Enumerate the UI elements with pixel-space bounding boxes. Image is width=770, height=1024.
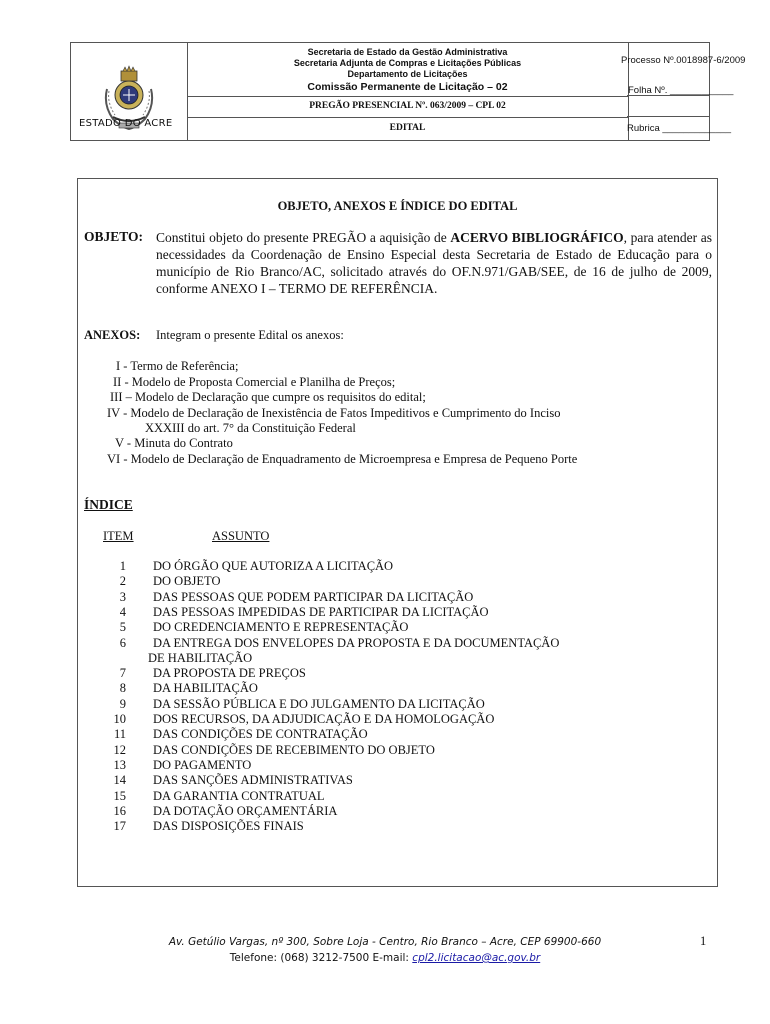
index-item-title: DO CREDENCIAMENTO E REPRESENTAÇÃO bbox=[153, 620, 409, 635]
header-divider bbox=[627, 95, 709, 96]
org-line-1: Secretaria de Estado da Gestão Administrativa bbox=[307, 47, 508, 57]
column-header-assunto: ASSUNTO bbox=[212, 529, 270, 543]
header-middle bbox=[187, 43, 629, 140]
index-item-title: DAS DISPOSIÇÕES FINAIS bbox=[153, 819, 304, 834]
index-item-title: DA DOTAÇÃO ORÇAMENTÁRIA bbox=[153, 803, 338, 818]
section-title: OBJETO, ANEXOS E ÍNDICE DO EDITAL bbox=[277, 199, 518, 213]
state-label: ESTADO DO ACRE bbox=[79, 118, 173, 129]
header-right bbox=[621, 43, 746, 140]
objeto-label: OBJETO: bbox=[84, 229, 144, 244]
index-item-title: DO OBJETO bbox=[153, 574, 221, 589]
page-number: 1 bbox=[700, 934, 707, 948]
index-item-number: 5 bbox=[119, 620, 126, 635]
annex-item: III – Modelo de Declaração que cumpre os requisitos do edital; bbox=[110, 390, 426, 404]
anexos-label: ANEXOS: bbox=[84, 328, 141, 342]
rubrica-field: Rubrica _____________ bbox=[627, 123, 732, 134]
index-item-title: DA SESSÃO PÚBLICA E DO JULGAMENTO DA LICITAÇÃO bbox=[153, 696, 485, 711]
content-box bbox=[77, 178, 718, 887]
pregao-line: PREGÃO PRESENCIAL Nº. 063/2009 – CPL 02 bbox=[309, 101, 506, 111]
index-item-title: DA ENTREGA DOS ENVELOPES DA PROPOSTA E DA DOCUMENTAÇÃO bbox=[153, 635, 560, 650]
annex-item-cont: XXXIII do art. 7° da Constituição Federal bbox=[145, 421, 356, 435]
annex-item: V - Minuta do Contrato bbox=[115, 436, 233, 450]
annex-item: I - Termo de Referência; bbox=[116, 359, 239, 373]
header-divider bbox=[627, 116, 709, 117]
index-item-number: 12 bbox=[113, 742, 126, 757]
index-item-title: DO ÓRGÃO QUE AUTORIZA A LICITAÇÃO bbox=[153, 559, 394, 573]
indice-title: ÍNDICE bbox=[84, 497, 133, 512]
footer-address: Av. Getúlio Vargas, nº 300, Sobre Loja - Centro, Rio Branco – Acre, CEP 69900-660 bbox=[168, 936, 602, 948]
footer-contact bbox=[0, 952, 770, 964]
index-item-number: 2 bbox=[119, 574, 126, 589]
logo-cell bbox=[71, 43, 188, 140]
header-divider bbox=[187, 96, 628, 97]
annex-item: IV - Modelo de Declaração de Inexistência de Fatos Impeditivos e Cumprimento do Inciso bbox=[107, 406, 561, 420]
index-item-number: 7 bbox=[119, 666, 126, 681]
index-item-number: 8 bbox=[119, 681, 126, 696]
index-item-number: 10 bbox=[113, 712, 126, 726]
index-item-title: DAS PESSOAS QUE PODEM PARTICIPAR DA LICITAÇÃO bbox=[153, 589, 474, 604]
org-line-3: Departamento de Licitações bbox=[347, 69, 468, 79]
index-item-title: DO PAGAMENTO bbox=[153, 757, 252, 772]
objeto-text-post: , para atender as necessidades da Coordenação de Ensino Especial desta Secretaria de Estado de Educação para o município de Rio Branco/AC, solicitado através do OF.N.971/GAB/SEE, de 16 de julho de 2009, conforme ANEXO I – TERMO DE REFERÊNCIA. bbox=[156, 230, 713, 296]
objeto-text-bold: ACERVO BIBLIOGRÁFICO bbox=[450, 230, 624, 245]
objeto-text-pre: Constitui objeto do presente PREGÃO a aquisição de bbox=[156, 230, 451, 245]
index-item-title: DOS RECURSOS, DA ADJUDICAÇÃO E DA HOMOLOGAÇÃO bbox=[153, 712, 495, 726]
index-item-title: DAS SANÇÕES ADMINISTRATIVAS bbox=[153, 773, 353, 788]
footer-email-link[interactable]: cpl2.licitacao@ac.gov.br bbox=[412, 952, 541, 964]
column-header-item: ITEM bbox=[103, 529, 134, 543]
index-item-number: 11 bbox=[113, 727, 126, 742]
index-item-title: DA HABILITAÇÃO bbox=[153, 681, 258, 696]
index-item-number: 14 bbox=[113, 773, 126, 788]
index-item-number: 1 bbox=[119, 559, 126, 573]
processo-number: Processo Nº.0018987-6/2009 bbox=[621, 55, 746, 66]
document-header bbox=[70, 42, 746, 141]
index-item-title: DA GARANTIA CONTRATUAL bbox=[153, 788, 325, 803]
index-item-number: 3 bbox=[119, 589, 126, 604]
annex-item: II - Modelo de Proposta Comercial e Planilha de Preços; bbox=[113, 375, 396, 389]
index-item-number: 13 bbox=[113, 757, 126, 772]
header-divider bbox=[187, 117, 628, 118]
commission-line: Comissão Permanente de Licitação – 02 bbox=[307, 81, 508, 93]
objeto-paragraph bbox=[156, 229, 712, 297]
index-item-number: 4 bbox=[119, 604, 126, 619]
footer-phone: Telefone: (068) 3212-7500 E-mail: bbox=[229, 952, 413, 964]
index-item-number: 16 bbox=[113, 803, 126, 818]
org-line-2: Secretaria Adjunta de Compras e Licitações Públicas bbox=[293, 58, 522, 68]
index-item-number: 17 bbox=[113, 819, 126, 834]
index-item-title: DE HABILITAÇÃO bbox=[148, 650, 253, 665]
index-item-number: 6 bbox=[119, 635, 126, 650]
index-item-title: DAS PESSOAS IMPEDIDAS DE PARTICIPAR DA LICITAÇÃO bbox=[153, 604, 489, 619]
folha-field: Folha Nº. ____________ bbox=[628, 85, 734, 96]
index-item-title: DA PROPOSTA DE PREÇOS bbox=[153, 666, 306, 681]
anexos-text: Integram o presente Edital os anexos: bbox=[156, 328, 344, 342]
index-item-number: 15 bbox=[113, 788, 126, 803]
annex-item: VI - Modelo de Declaração de Enquadramento de Microempresa e Empresa de Pequeno Porte bbox=[107, 452, 578, 466]
index-item-number: 9 bbox=[119, 696, 126, 711]
doc-type: EDITAL bbox=[389, 123, 426, 133]
index-item-title: DAS CONDIÇÕES DE RECEBIMENTO DO OBJETO bbox=[153, 742, 435, 757]
index-item-title: DAS CONDIÇÕES DE CONTRATAÇÃO bbox=[153, 727, 368, 742]
